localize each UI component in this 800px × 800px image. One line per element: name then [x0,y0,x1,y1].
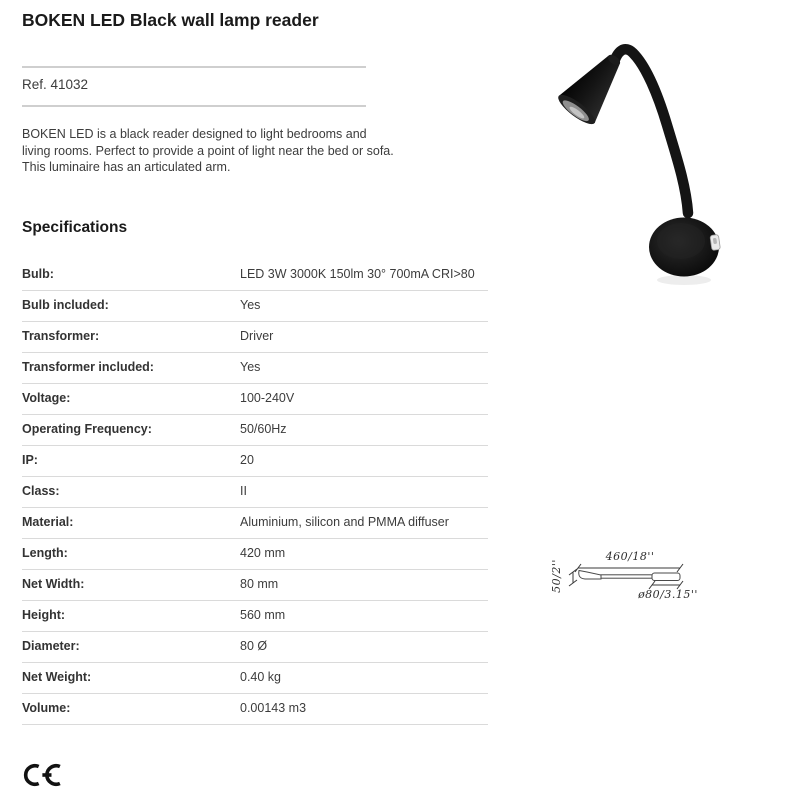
length-label: 460/18'' [605,550,655,563]
spec-value: Aluminium, silicon and PMMA diffuser [240,515,449,529]
spec-row [22,384,488,415]
specifications-heading: Specifications [22,219,128,236]
spec-label: Bulb: [22,267,54,281]
spec-label: Height: [22,608,66,622]
profile-base [652,573,680,581]
spec-label: Volume: [22,701,71,715]
spec-row [22,508,488,539]
product-reference: Ref. 41032 [22,77,89,92]
spec-value: LED 3W 3000K 150lm 30° 700mA CRI>80 [240,267,475,281]
spec-row [22,663,488,694]
spec-label: Transformer: [22,329,100,343]
spec-row [22,539,488,570]
spec-label: Bulb included: [22,298,109,312]
spec-label: Length: [22,546,68,560]
spec-value: 0.00143 m3 [240,701,307,715]
spec-value: 100-240V [240,391,295,405]
spec-row [22,415,488,446]
spec-label: Operating Frequency: [22,422,152,436]
page-title: BOKEN LED Black wall lamp reader [22,10,319,30]
spec-value: Yes [240,298,261,312]
spec-value: Driver [240,329,274,343]
spec-value: 0.40 kg [240,670,282,684]
divider-under-ref [22,105,366,107]
spec-row [22,632,488,663]
length-dimension [575,564,683,572]
spec-label: IP: [22,453,38,467]
height-label: 50/2'' [550,559,563,593]
spec-row [22,601,488,632]
spec-label: Material: [22,515,74,529]
spec-value: 20 [240,453,254,467]
spec-value: Yes [240,360,261,374]
spec-row [22,353,488,384]
gooseneck-arm [613,49,688,213]
spec-row [22,322,488,353]
spec-value: 560 mm [240,608,286,622]
spec-value: 420 mm [240,546,286,560]
spec-row [22,260,488,291]
profile-arm [601,575,652,578]
spec-row [22,291,488,322]
ce-mark-icon [21,760,65,790]
specifications-table [22,260,488,725]
spec-value: 80 Ø [240,639,268,653]
dimension-diagram [542,543,742,613]
spec-label: Net Width: [22,577,85,591]
ce-letter-c [26,766,39,785]
product-photo [540,0,790,300]
product-description: BOKEN LED is a black reader designed to light bedrooms and living rooms. Perfect to provide a point of light near the bed or sofa. This luminaire has an articulated arm. [22,127,394,174]
profile-head [579,571,601,580]
spec-value: II [240,484,247,498]
spec-row [22,446,488,477]
divider-under-title [22,66,366,68]
spec-label: Net Weight: [22,670,92,684]
spec-value: 80 mm [240,577,279,591]
spec-label: Voltage: [22,391,71,405]
spec-row [22,570,488,601]
spec-row [22,477,488,508]
switch[interactable] [710,234,721,250]
spec-label: Class: [22,484,60,498]
lamp-side-profile [579,571,680,581]
diameter-label: ø80/3.15'' [638,588,698,601]
spec-value: 50/60Hz [240,422,287,436]
spec-label: Transformer included: [22,360,154,374]
spec-row [22,694,488,725]
spec-label: Diameter: [22,639,80,653]
